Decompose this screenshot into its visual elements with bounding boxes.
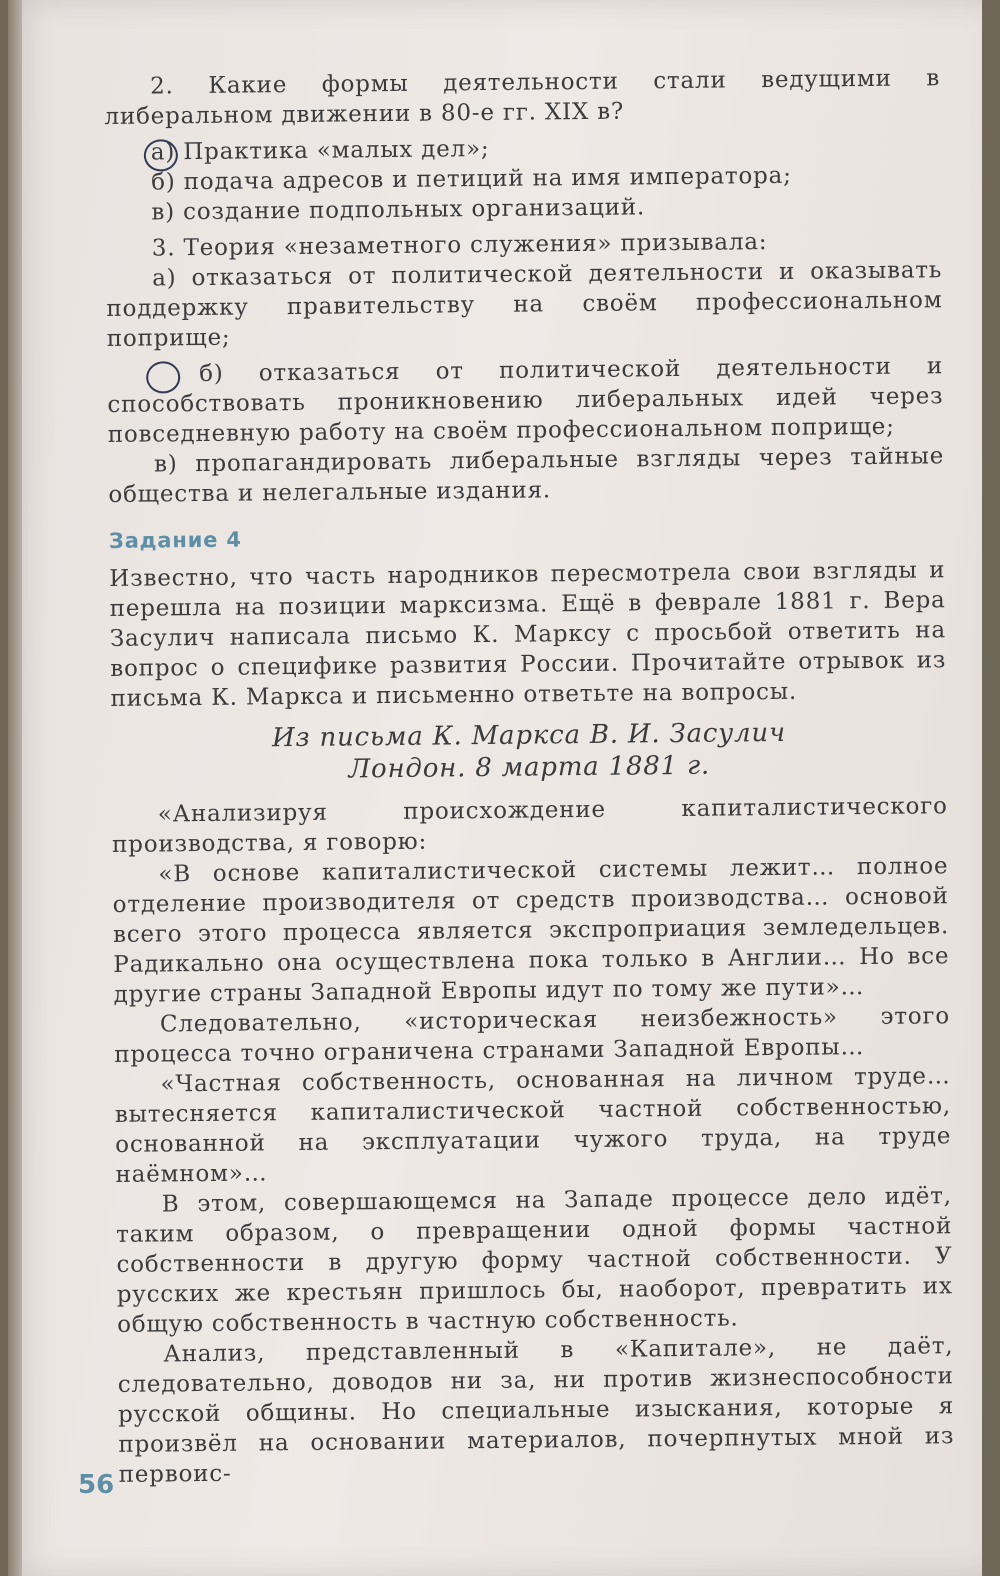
question-2-option-a: а) Практика «малых дел»; xyxy=(150,135,490,166)
question-3-option-b: б) отказаться от политической деятельности и способствовать проникновению либеральных идей через повседневную работу на своём профессиональном поприще; xyxy=(107,353,944,448)
letter-paragraph: Анализ, представленный в «Капитале», не даёт, следовательно, доводов ни за, ни против жизнеспособности русской общины. Но специальные изыскания, которые я произвёл на основании материалов, почерпнутых мной из первоис- xyxy=(117,1333,955,1488)
letter-paragraph: Следовательно, «историческая неизбежность» этого процесса точно ограничена странами Западной Европы… xyxy=(114,1003,951,1068)
question-3-option-c: в) пропагандировать либеральные взгляды через тайные общества и нелегальные издания. xyxy=(108,443,945,508)
question-3: 3. Теория «незаметного служения» призывала: xyxy=(151,229,768,262)
letter-heading: Из письма К. Маркса В. И. Засулич Лондон. 8 марта 1881 г. xyxy=(271,717,787,785)
task-heading: Задание 4 xyxy=(108,527,242,553)
letter-paragraph: В этом, совершающемся на Западе процессе дело идёт, таким образом, о превращении одной формы частной собственности в другую форму частной собственности. У русских же крестьян пришлось бы, наоборот, превратить их общую собственность в частную собственность. xyxy=(116,1183,953,1338)
question-3-option-a: а) отказаться от политической деятельности и оказывать поддержку правительству на своём профессиональном поприще; xyxy=(106,257,943,352)
answer-circle-mark: а) xyxy=(150,139,176,166)
book-binding xyxy=(8,0,22,1576)
question-2: 2. Какие формы деятельности стали ведущими в либеральном движении в 80-е гг. XIX в? xyxy=(104,65,941,130)
answer-circle-mark: б) xyxy=(153,359,224,390)
page-number: 56 xyxy=(78,1470,115,1500)
page-content xyxy=(104,63,955,1490)
letter-paragraph: «В основе капиталистической системы лежит… полное отделение производителя от средств производства… основой всего этого процесса является экспроприация земледельцев. Радикально она осуществлена пока только в Англии… Но все другие страны Западной Европы идут по тому же пути»… xyxy=(112,853,950,1008)
book-page xyxy=(8,0,982,1576)
letter-paragraph: «Частная собственность, основанная на личном труде… вытесняется капиталистической частной собственностью, основанной на эксплуатации чужого труда, на труде наёмном»… xyxy=(114,1063,952,1188)
task-intro: Известно, что часть народников пересмотрела свои взгляды и перешла на позиции марксизма. Ещё в феврале 1881 г. Вера Засулич написала письмо К. Марксу с просьбой ответить на вопрос о специфике развития России. Прочитайте отрывок из письма К. Маркса и письменно ответьте на вопросы. xyxy=(109,557,947,712)
question-2-option-b: б) подача адресов и петиций на имя императора; xyxy=(151,162,792,196)
letter-paragraph: «Анализируя происхождение капиталистического производства, я говорю: xyxy=(111,793,948,858)
question-2-option-c: в) создание подпольных организаций. xyxy=(151,194,646,226)
